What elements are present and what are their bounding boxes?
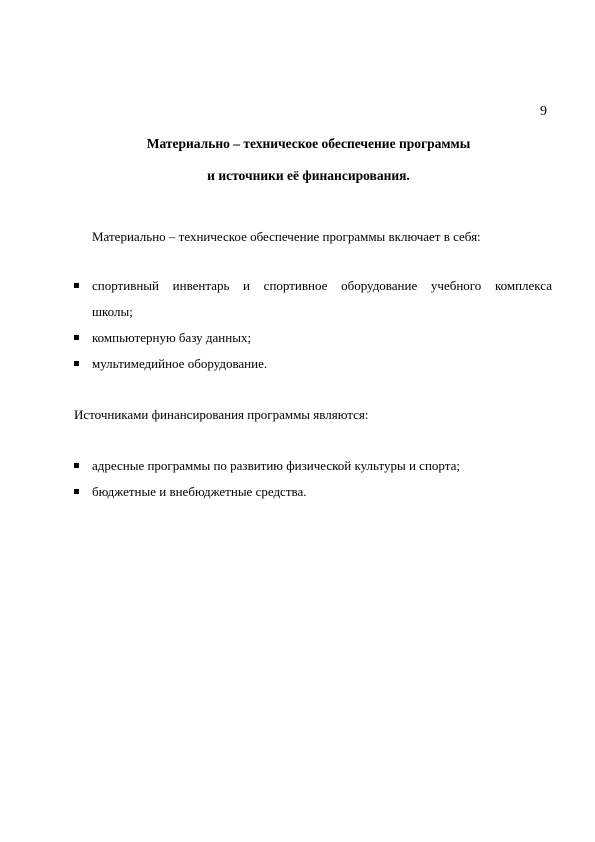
section-title-line-1: Материально – техническое обеспечение программы [146,136,471,151]
section-title-line-2: и источники её финансирования. [207,168,410,183]
list-item [74,356,552,372]
sources-paragraph: Источниками финансирования программы являются: [74,407,369,422]
list-item [74,278,552,320]
equipment-list [74,278,552,382]
list-item [74,458,552,474]
page-number: 9 [540,104,547,119]
square-bullet-icon [74,463,79,468]
list-item-text: адресные программы по развитию физической культуры и спорта; [92,458,460,473]
list-item-text: компьютерную базу данных; [92,330,252,345]
funding-sources-list [74,458,552,510]
square-bullet-icon [74,361,79,366]
list-item-text: бюджетные и внебюджетные средства. [92,484,307,499]
list-item-text [92,278,552,320]
list-item-text-line-2: школы; [92,304,133,319]
square-bullet-icon [74,335,79,340]
intro-paragraph: Материально – техническое обеспечение программы включает в себя: [92,229,481,244]
list-item [74,330,552,346]
list-item-text-line-1: спортивный инвентарь и спортивное оборудование учебного комплекса [92,278,552,293]
square-bullet-icon [74,489,79,494]
square-bullet-icon [74,283,79,288]
list-item [74,484,552,500]
list-item-text: мультимедийное оборудование. [92,356,268,371]
